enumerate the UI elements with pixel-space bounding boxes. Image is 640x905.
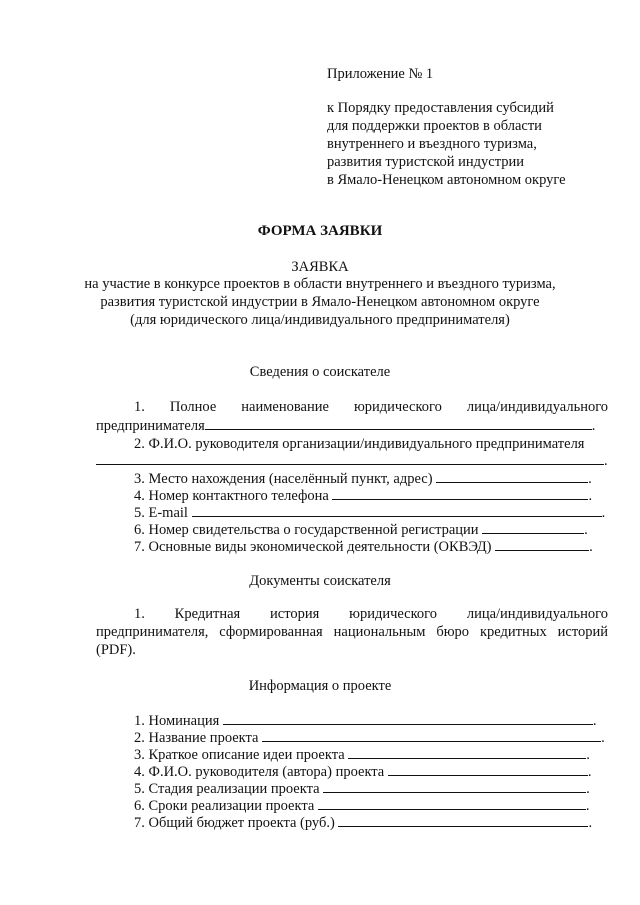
field-label: предпринимателя: [96, 418, 205, 434]
field-label: 1. Номинация: [134, 713, 220, 729]
period: .: [584, 522, 588, 538]
appendix-line: к Порядку предоставления субсидий: [327, 100, 554, 116]
field-label: 2. Название проекта: [134, 730, 259, 746]
project-item-3[interactable]: [134, 746, 590, 764]
applicant-item-1-cont[interactable]: [96, 417, 595, 435]
fill-line[interactable]: [192, 504, 602, 517]
applicant-item-7[interactable]: [134, 538, 593, 556]
period: .: [588, 471, 592, 487]
period: .: [588, 815, 593, 831]
word: юридического: [349, 606, 438, 622]
field-label: 4. Ф.И.О. руководителя (автора) проекта: [134, 764, 385, 780]
fill-line[interactable]: [323, 780, 586, 793]
word: 1. Полное: [134, 399, 217, 415]
fill-line[interactable]: [338, 814, 588, 827]
word: лица/индивидуального: [466, 606, 609, 622]
applicant-item-4[interactable]: [134, 487, 592, 505]
fill-line[interactable]: [482, 521, 584, 534]
applicant-item-2-line[interactable]: [96, 452, 608, 470]
document-item-1: [134, 606, 608, 623]
fill-line[interactable]: [388, 763, 588, 776]
field-label: 5. Стадия реализации проекта: [134, 781, 320, 797]
applicant-item-5[interactable]: [134, 504, 605, 522]
word: лица/индивидуального: [466, 399, 609, 415]
field-label: 7. Основные виды экономической деятельности (ОКВЭД): [134, 539, 492, 555]
applicant-item-1: [134, 399, 608, 416]
fill-line[interactable]: [318, 797, 586, 810]
fill-line[interactable]: [96, 452, 604, 465]
fill-line[interactable]: [348, 746, 586, 759]
document-item-1-line2: предпринимателя, сформированная национальным бюро кредитных историй: [96, 624, 608, 640]
period: .: [587, 764, 592, 780]
fill-line[interactable]: [495, 538, 589, 551]
project-item-6[interactable]: [134, 797, 590, 815]
application-line: (для юридического лица/индивидуального предпринимателя): [130, 312, 510, 328]
appendix-line: в Ямало-Ненецком автономном округе: [327, 172, 566, 188]
field-label: 7. Общий бюджет проекта (руб.): [134, 815, 335, 831]
fill-line[interactable]: [436, 470, 588, 483]
period: .: [592, 713, 597, 729]
project-item-7[interactable]: [134, 814, 592, 832]
project-item-4[interactable]: [134, 763, 592, 781]
period: .: [589, 539, 593, 555]
section-heading-applicant: Сведения о соискателе: [249, 364, 391, 380]
section-heading-documents: Документы соискателя: [249, 573, 391, 589]
field-label: 3. Место нахождения (населённый пункт, адрес): [134, 471, 433, 487]
project-item-5[interactable]: [134, 780, 590, 798]
field-label: 4. Номер контактного телефона: [134, 488, 329, 504]
period: .: [586, 747, 590, 763]
fill-line[interactable]: [262, 729, 601, 742]
word: наименование: [241, 399, 329, 415]
period: .: [601, 730, 605, 746]
project-item-1[interactable]: [134, 712, 597, 730]
period: .: [586, 781, 590, 797]
period: .: [588, 488, 593, 504]
applicant-item-2: 2. Ф.И.О. руководителя организации/индивидуального предпринимателя: [134, 436, 585, 452]
document-item-1-line3: (PDF).: [96, 642, 136, 658]
fill-line[interactable]: [223, 712, 593, 725]
application-heading: ЗАЯВКА: [291, 259, 349, 275]
fill-line[interactable]: [205, 417, 592, 430]
field-label: 5. E-mail: [134, 505, 188, 521]
appendix-number: Приложение № 1: [327, 66, 434, 82]
word: 1. Кредитная: [134, 606, 241, 622]
field-label: 6. Номер свидетельства о государственной регистрации: [134, 522, 479, 538]
appendix-line: внутреннего и въездного туризма,: [327, 136, 537, 152]
appendix-line: развития туристской индустрии: [327, 154, 525, 170]
applicant-item-6[interactable]: [134, 521, 588, 539]
period: .: [604, 453, 608, 469]
section-heading-project: Информация о проекте: [248, 678, 392, 694]
applicant-item-3[interactable]: [134, 470, 592, 488]
word: юридического: [353, 399, 442, 415]
period: .: [591, 418, 596, 434]
field-label: 3. Краткое описание идеи проекта: [134, 747, 345, 763]
fill-line[interactable]: [332, 487, 588, 500]
application-line: развития туристской индустрии в Ямало-Ненецком автономном округе: [100, 294, 540, 310]
project-item-2[interactable]: [134, 729, 605, 747]
period: .: [585, 798, 590, 814]
period: .: [601, 505, 606, 521]
appendix-line: для поддержки проектов в области: [327, 118, 542, 134]
word: история: [270, 606, 320, 622]
field-label: 6. Сроки реализации проекта: [134, 798, 315, 814]
application-line: на участие в конкурсе проектов в области внутреннего и въездного туризма,: [84, 276, 556, 292]
form-title: ФОРМА ЗАЯВКИ: [257, 223, 383, 239]
